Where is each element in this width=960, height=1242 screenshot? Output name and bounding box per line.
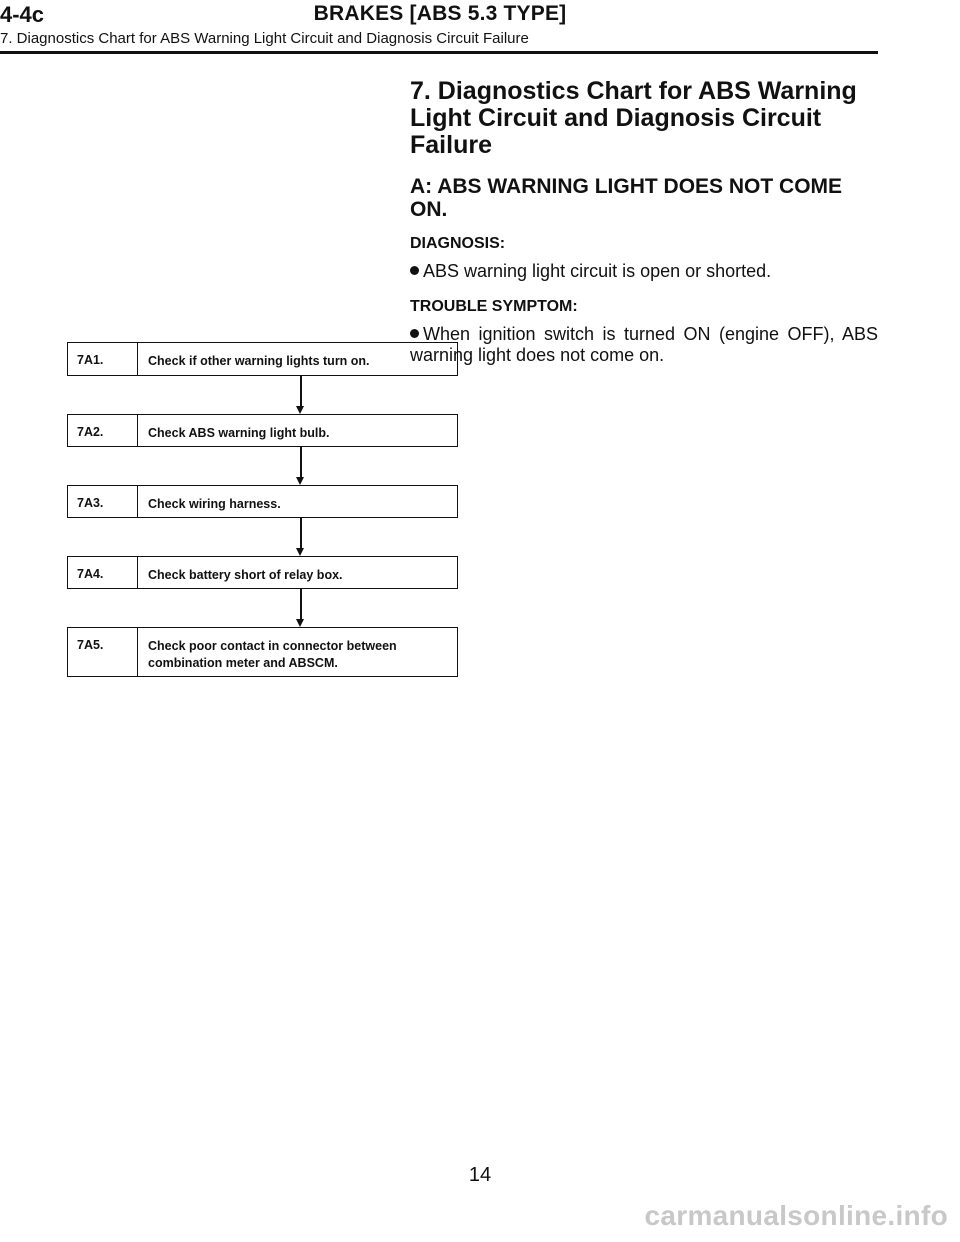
- page-title-line: 7. Diagnostics Chart for ABS Warning: [410, 77, 857, 105]
- bullet-icon: [410, 266, 419, 275]
- content-column: [410, 78, 878, 366]
- step-number: 7A1.: [68, 343, 138, 375]
- down-arrow-icon: [296, 447, 306, 485]
- step-text: Check battery short of relay box.: [148, 568, 343, 582]
- page-title-line: Failure: [410, 131, 492, 159]
- flow-step: [67, 627, 458, 677]
- section-subheading: [410, 175, 878, 221]
- diagnosis-item: [410, 261, 878, 282]
- page-header: [0, 0, 960, 56]
- watermark: carmanualsonline.info: [644, 1200, 948, 1231]
- flow-step: [67, 414, 458, 447]
- symptom-label: TROUBLE SYMPTOM:: [410, 298, 578, 315]
- page-number: 14: [468, 1164, 492, 1186]
- page-title: [410, 78, 878, 159]
- bullet-icon: [410, 329, 419, 338]
- flow-step: [67, 556, 458, 589]
- step-text: Check wiring harness.: [148, 497, 281, 511]
- flow-step: [67, 342, 458, 376]
- down-arrow-icon: [296, 589, 306, 627]
- subheading-line: A: ABS WARNING LIGHT DOES NOT COME: [410, 175, 843, 198]
- step-number: 7A4.: [68, 557, 138, 588]
- header-subtitle: 7. Diagnostics Chart for ABS Warning Light Circuit and Diagnosis Circuit Failure: [0, 30, 529, 47]
- section-code: 4-4c: [0, 2, 45, 27]
- page-title-line: Light Circuit and Diagnosis Circuit: [410, 104, 822, 132]
- step-text: Check poor contact in connector between combination meter and ABSCM.: [148, 639, 397, 670]
- step-number: 7A5.: [68, 628, 138, 676]
- header-title: BRAKES [ABS 5.3 TYPE]: [313, 2, 567, 25]
- flow-step: [67, 485, 458, 518]
- symptom-item-text: When ignition switch is turned ON (engine OFF), ABS warning light does not come on.: [410, 324, 878, 365]
- step-text: Check ABS warning light bulb.: [148, 426, 330, 440]
- down-arrow-icon: [296, 518, 306, 556]
- diagnosis-item-text: ABS warning light circuit is open or shorted.: [423, 261, 772, 281]
- symptom-item: [410, 324, 878, 366]
- header-divider: [0, 51, 878, 54]
- down-arrow-icon: [296, 376, 306, 414]
- step-number: 7A3.: [68, 486, 138, 517]
- step-text: Check if other warning lights turn on.: [148, 354, 370, 368]
- subheading-line: ON.: [410, 198, 448, 221]
- diagnosis-label: DIAGNOSIS:: [410, 235, 506, 252]
- step-number: 7A2.: [68, 415, 138, 446]
